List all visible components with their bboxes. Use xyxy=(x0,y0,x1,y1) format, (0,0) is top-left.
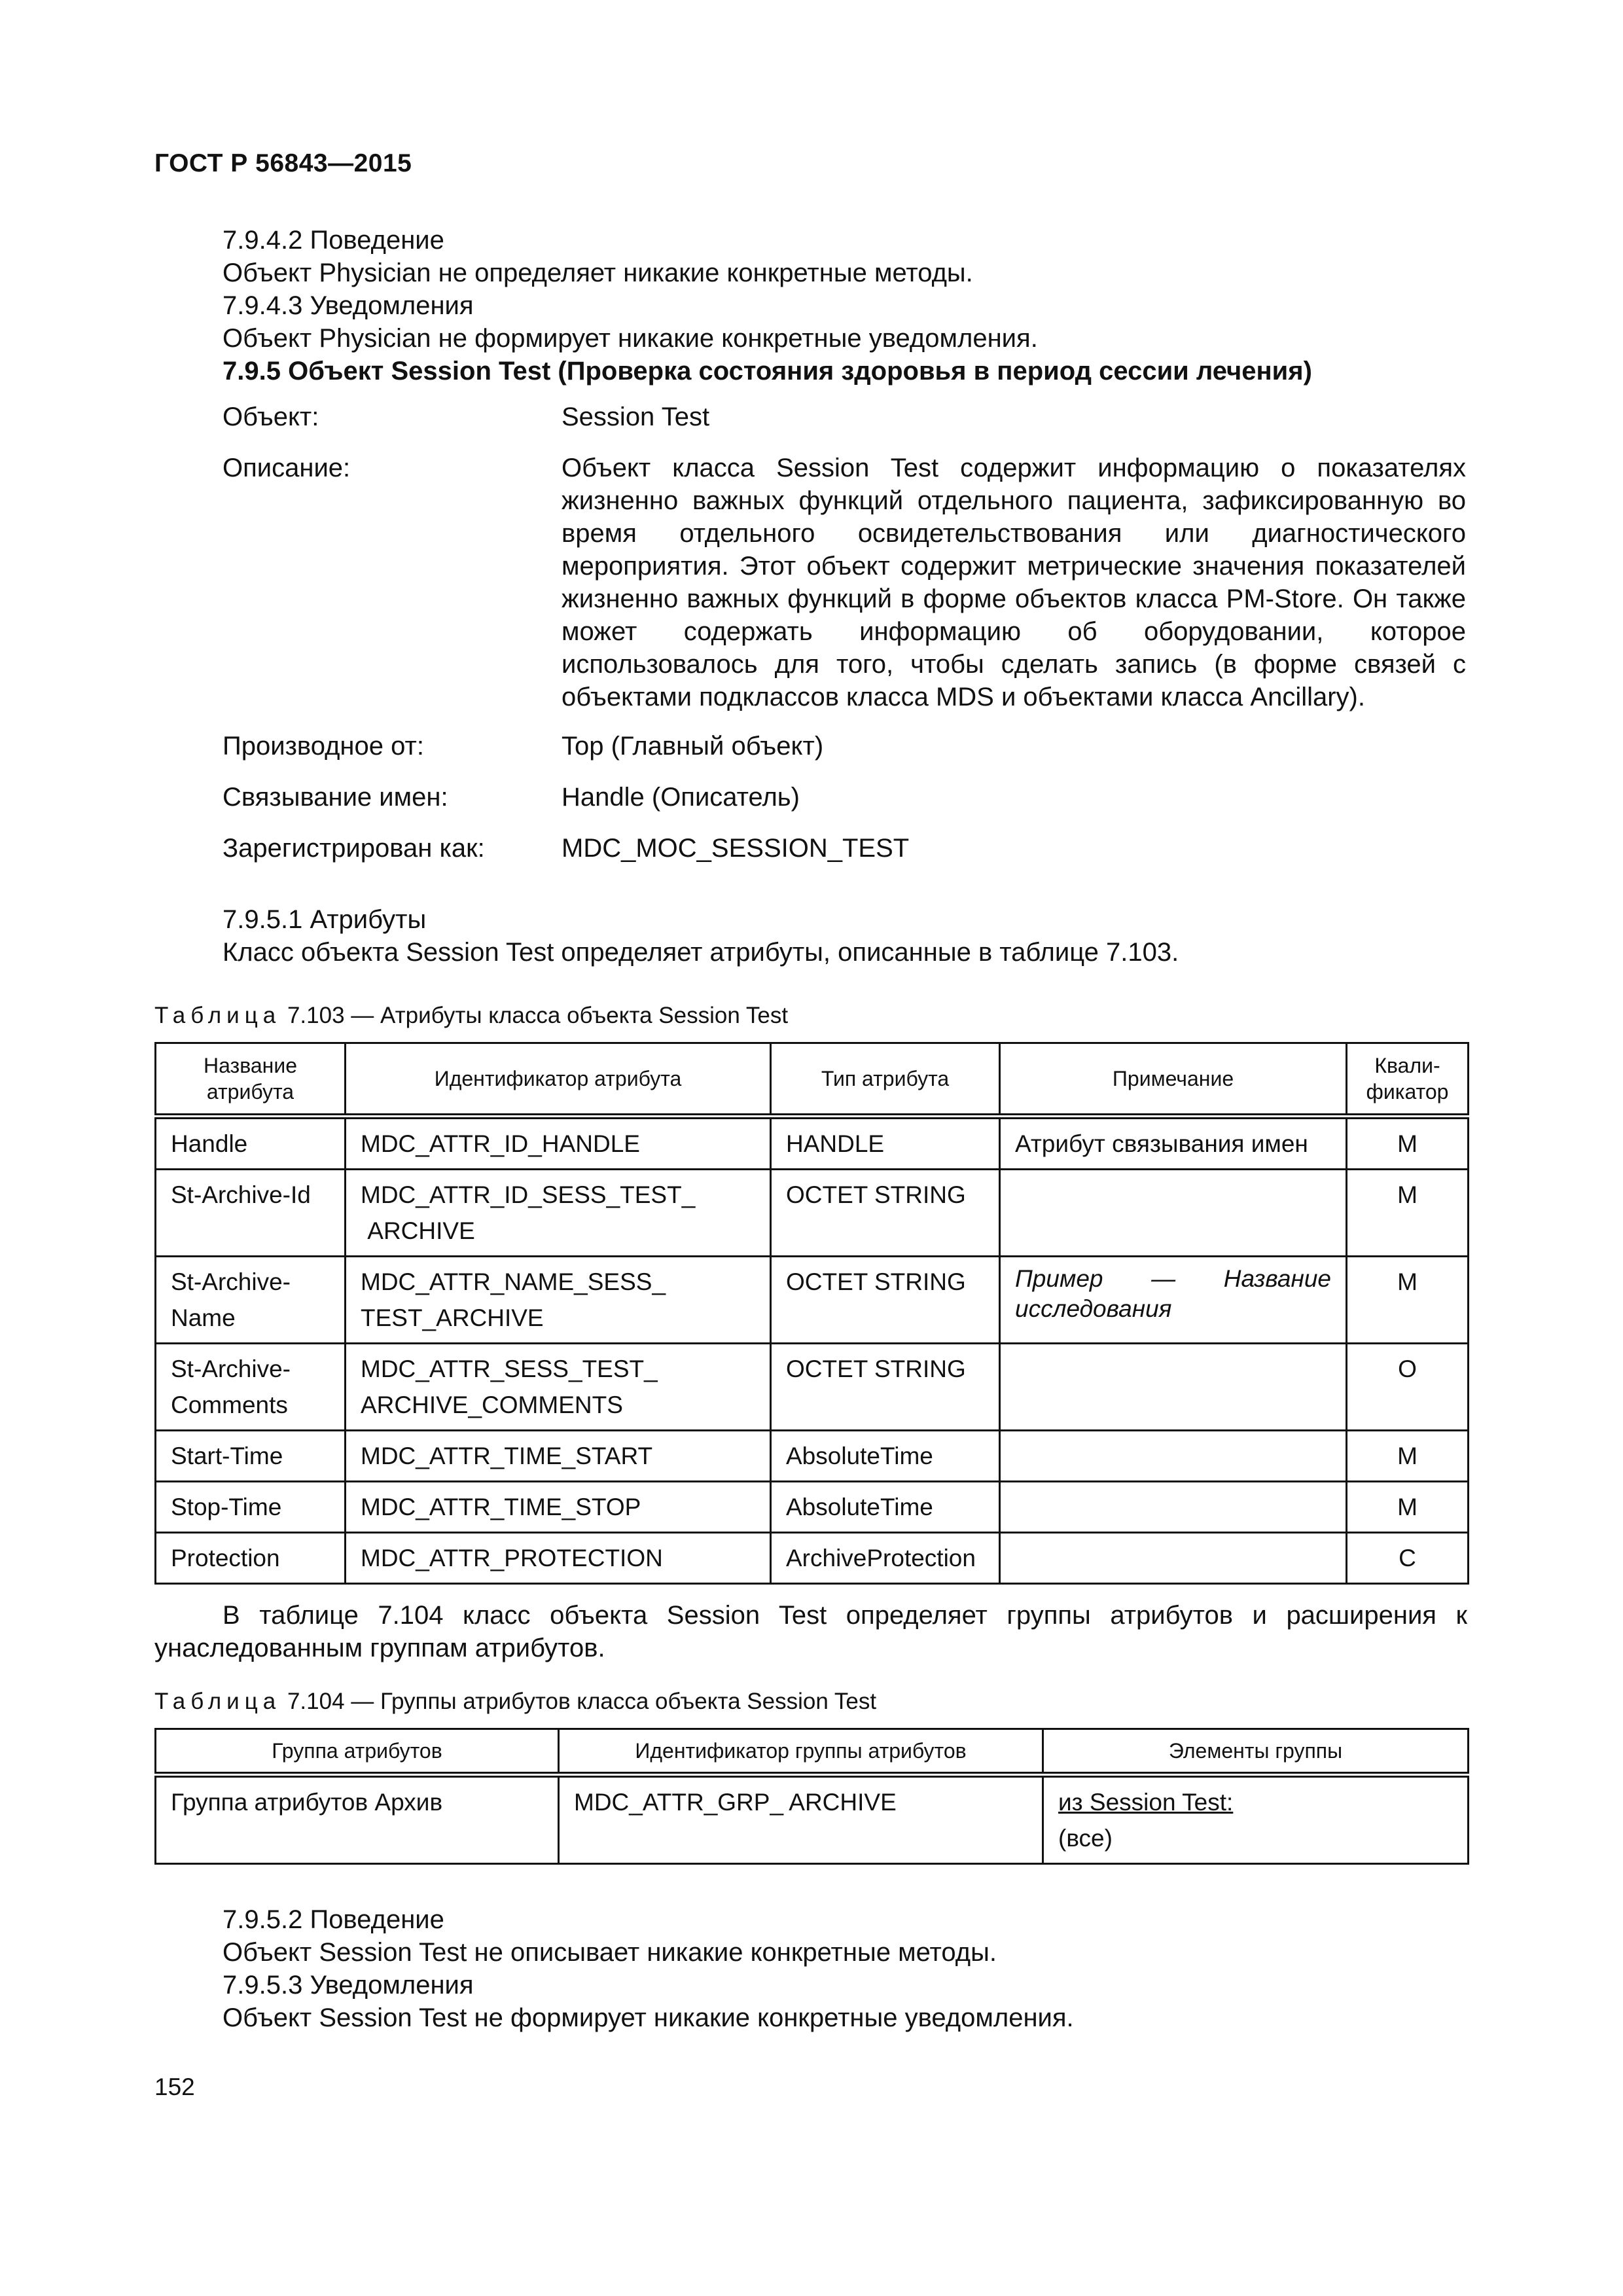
header-qualifier: Квали- фикатор xyxy=(1347,1043,1469,1117)
cell-qualifier: M xyxy=(1347,1431,1469,1482)
header-name: Название атрибута xyxy=(156,1043,346,1117)
header-group-id: Идентификатор группы атрибутов xyxy=(559,1729,1043,1775)
cell-id: MDC_ATTR_PROTECTION xyxy=(346,1533,771,1584)
cell-name: Start-Time xyxy=(156,1431,346,1482)
caption-prefix: Таблица xyxy=(154,1003,281,1028)
section-7942-title: 7.9.4.2 Поведение xyxy=(223,226,444,255)
cell-qualifier: M xyxy=(1347,1257,1469,1344)
cell-note xyxy=(1000,1344,1347,1431)
cell-elements xyxy=(1043,1775,1469,1864)
caption-rest: 7.104 — Группы атрибутов класса объекта Session Test xyxy=(281,1689,877,1714)
cell-type: OCTET STRING xyxy=(771,1344,1000,1431)
elements-value: (все) xyxy=(1058,1825,1113,1852)
section-7943-title: 7.9.4.3 Уведомления xyxy=(223,291,474,320)
cell-id: MDC_ATTR_ID_SESS_TEST_ ARCHIVE xyxy=(346,1170,771,1257)
table-row xyxy=(156,1117,1469,1170)
naming-value: Handle (Описатель) xyxy=(562,783,800,812)
cell-type: AbsoluteTime xyxy=(771,1431,1000,1482)
table-7104-intro: В таблице 7.104 класс объекта Session Test определяет группы атрибутов и расширения к унаследованным группам атрибутов. xyxy=(154,1601,1467,1662)
section-795-heading: 7.9.5 Объект Session Test (Проверка состояния здоровья в период сессии лечения) xyxy=(223,357,1312,386)
header-note: Примечание xyxy=(1000,1043,1347,1117)
cell-qualifier: C xyxy=(1347,1533,1469,1584)
table-row xyxy=(156,1775,1469,1864)
cell-id: MDC_ATTR_TIME_STOP xyxy=(346,1482,771,1533)
cell-type: OCTET STRING xyxy=(771,1170,1000,1257)
cell-qualifier: O xyxy=(1347,1344,1469,1431)
section-7952-title: 7.9.5.2 Поведение xyxy=(223,1905,444,1934)
cell-type: AbsoluteTime xyxy=(771,1482,1000,1533)
object-label: Объект: xyxy=(223,403,319,431)
cell-note xyxy=(1000,1482,1347,1533)
table-row xyxy=(156,1533,1469,1584)
table-7104-caption xyxy=(154,1687,876,1716)
cell-id: MDC_ATTR_TIME_START xyxy=(346,1431,771,1482)
page-number: 152 xyxy=(154,2073,195,2100)
object-value: Session Test xyxy=(562,403,710,431)
cell-name: St-Archive- Name xyxy=(156,1257,346,1344)
section-7953-text: Объект Session Test не формирует никакие конкретные уведомления. xyxy=(223,2003,1074,2032)
section-7951-text: Класс объекта Session Test определяет атрибуты, описанные в таблице 7.103. xyxy=(223,938,1179,967)
section-7952-text: Объект Session Test не описывает никакие конкретные методы. xyxy=(223,1938,997,1967)
cell-qualifier: M xyxy=(1347,1170,1469,1257)
header-type: Тип атрибута xyxy=(771,1043,1000,1117)
cell-qualifier: M xyxy=(1347,1482,1469,1533)
header-group: Группа атрибутов xyxy=(156,1729,559,1775)
table-row xyxy=(156,1257,1469,1344)
cell-qualifier: M xyxy=(1347,1117,1469,1170)
attributes-table xyxy=(154,1042,1469,1585)
registered-value: MDC_MOC_SESSION_TEST xyxy=(562,834,910,863)
table-row xyxy=(156,1431,1469,1482)
cell-note xyxy=(1000,1533,1347,1584)
cell-note xyxy=(1000,1170,1347,1257)
cell-note: Атрибут связывания имен xyxy=(1000,1117,1347,1170)
cell-note xyxy=(1000,1431,1347,1482)
section-7943-text: Объект Physician не формирует никакие конкретные уведомления. xyxy=(223,324,1038,353)
cell-type: ArchiveProtection xyxy=(771,1533,1000,1584)
cell-name: Handle xyxy=(156,1117,346,1170)
cell-id: MDC_ATTR_NAME_SESS_ TEST_ARCHIVE xyxy=(346,1257,771,1344)
section-7942-text: Объект Physician не определяет никакие конкретные методы. xyxy=(223,259,973,287)
naming-label: Связывание имен: xyxy=(223,783,448,812)
cell-type: HANDLE xyxy=(771,1117,1000,1170)
table-7103-caption xyxy=(154,1001,788,1030)
derived-value: Top (Главный объект) xyxy=(562,732,824,761)
cell-name: Stop-Time xyxy=(156,1482,346,1533)
document-header: ГОСТ Р 56843—2015 xyxy=(154,149,412,177)
cell-name: St-Archive-Id xyxy=(156,1170,346,1257)
caption-rest: 7.103 — Атрибуты класса объекта Session Test xyxy=(281,1003,789,1028)
registered-label: Зарегистрирован как: xyxy=(223,834,485,863)
caption-prefix: Таблица xyxy=(154,1689,281,1714)
section-7951-title: 7.9.5.1 Атрибуты xyxy=(223,905,427,934)
cell-group-id: MDC_ATTR_GRP_ ARCHIVE xyxy=(559,1775,1043,1864)
header-elements: Элементы группы xyxy=(1043,1729,1469,1775)
cell-name: Protection xyxy=(156,1533,346,1584)
table-row xyxy=(156,1344,1469,1431)
cell-id: MDC_ATTR_ID_HANDLE xyxy=(346,1117,771,1170)
derived-label: Производное от: xyxy=(223,732,424,761)
description-label: Описание: xyxy=(223,454,351,482)
header-id: Идентификатор атрибута xyxy=(346,1043,771,1117)
cell-name: St-Archive- Comments xyxy=(156,1344,346,1431)
table-row xyxy=(156,1170,1469,1257)
cell-group: Группа атрибутов Архив xyxy=(156,1775,559,1864)
elements-source: из Session Test: xyxy=(1058,1789,1234,1816)
table-header-row xyxy=(156,1043,1469,1117)
cell-note-example: Пример — Название исследования xyxy=(1000,1257,1347,1344)
cell-type: OCTET STRING xyxy=(771,1257,1000,1344)
section-7953-title: 7.9.5.3 Уведомления xyxy=(223,1971,474,2000)
attribute-groups-table xyxy=(154,1728,1469,1865)
cell-id: MDC_ATTR_SESS_TEST_ ARCHIVE_COMMENTS xyxy=(346,1344,771,1431)
table-header-row xyxy=(156,1729,1469,1775)
description-value: Объект класса Session Test содержит информацию о показателях жизненно важных функций отдельного пациента, зафиксированную во время отдельного освидетельствования или диагностического мероприятия. Этот объект содержит метрические значения показателей жизненно важных функций в форме объектов класса PM-Store. Он также может содержать информацию об оборудовании, которое использовалось для того, чтобы сделать запись (в форме связей с объектами подклассов класса MDS и объектами класса Ancillary). xyxy=(562,454,1466,711)
table-row xyxy=(156,1482,1469,1533)
